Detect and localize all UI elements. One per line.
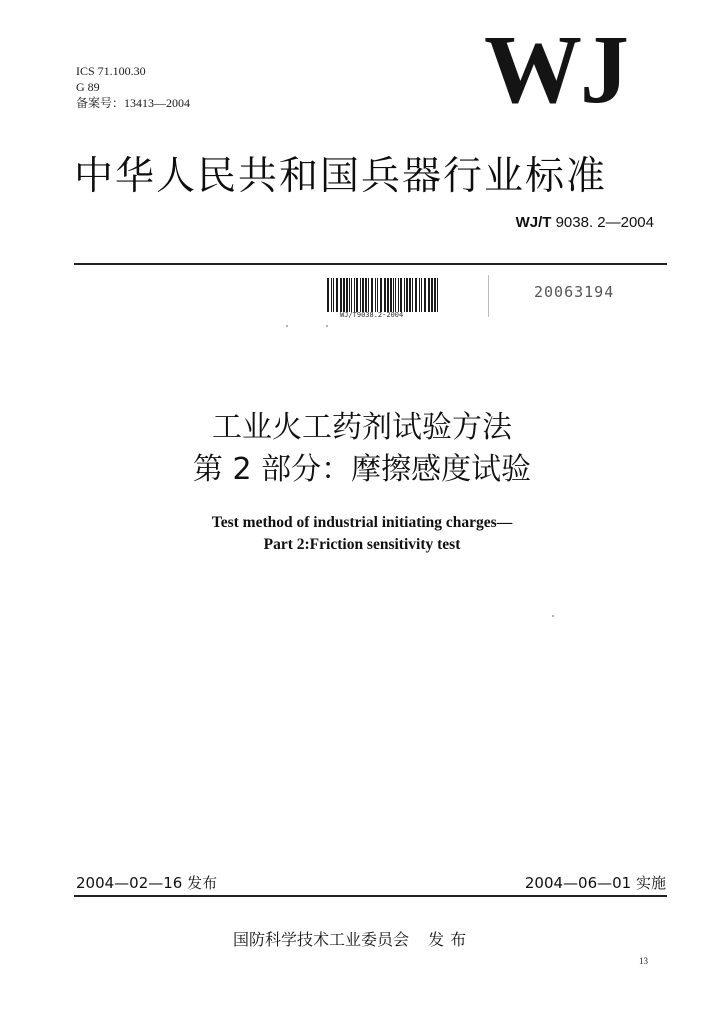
barcode-bar (365, 278, 367, 312)
barcode-bar (371, 278, 373, 312)
barcode-caption: WJ/T9038.2-2004 (340, 311, 404, 319)
barcode-bar (340, 278, 342, 312)
barcode-image (325, 278, 441, 312)
scan-speck (326, 325, 328, 327)
ics-code: ICS 71.100.30 (76, 64, 146, 78)
barcode-bar (415, 278, 417, 312)
barcode-bar (393, 278, 394, 312)
publisher-name: 国防科学技术工业委员会 (233, 930, 410, 949)
barcode-bar (400, 278, 402, 312)
barcode-bar (406, 278, 408, 312)
barcode-bar (428, 278, 430, 312)
barcode-bar (421, 278, 422, 312)
barcode-bar (327, 278, 329, 312)
org-standard-title: 中华人民共和国兵器行业标准 (74, 154, 608, 199)
title-en-line2: Part 2:Friction sensitivity test (263, 536, 461, 553)
implementation-date: 2004—06—01 实施 (524, 874, 666, 892)
barcode-bar (375, 278, 376, 312)
barcode-bar (377, 278, 378, 312)
standard-code-number: 9038. 2—2004 (555, 214, 654, 231)
standard-code (516, 214, 654, 231)
barcode-bar (380, 278, 382, 312)
barcode-bar (395, 278, 396, 312)
issue-date: 2004—02—16 发布 (76, 874, 218, 892)
barcode-bar (424, 278, 426, 312)
publisher-verb: 发布 (428, 930, 473, 949)
wj-logo: WJ (484, 16, 627, 124)
barcode-bar (362, 278, 364, 312)
publisher-line (233, 927, 472, 950)
barcode-bar (356, 278, 358, 312)
barcode-bar (349, 278, 350, 312)
bottom-divider (74, 895, 667, 897)
scan-speck (286, 325, 288, 327)
barcode-bar (368, 278, 369, 312)
barcode-bar (384, 278, 386, 312)
barcode-bar (336, 278, 338, 312)
barcode-bar (404, 278, 405, 312)
page-number: 13 (639, 956, 648, 966)
title-en-line1: Test method of industrial initiating charges— (211, 514, 513, 531)
barcode-bar (412, 278, 413, 312)
scan-mark (488, 275, 489, 317)
barcode-bar (387, 278, 389, 312)
record-number: 备案号：13413—2004 (76, 96, 191, 110)
barcode-bar (354, 278, 355, 312)
archive-stamp-number: 20063194 (534, 283, 615, 301)
barcode-bar (360, 278, 361, 312)
barcode-bar (331, 278, 332, 312)
barcode-bar (419, 278, 420, 312)
barcode-bar (390, 278, 392, 312)
barcode-bar (398, 278, 399, 312)
barcode-bar (434, 278, 436, 312)
top-divider (74, 263, 667, 265)
barcode-bar (409, 278, 411, 312)
barcode-bar (343, 278, 345, 312)
barcode-bar (431, 278, 433, 312)
title-cn-line2: 第 2 部分：摩擦感度试验 (192, 452, 532, 487)
classification-block (76, 63, 190, 111)
title-cn-line1: 工业火工药剂试验方法 (212, 410, 512, 445)
class-code: G 89 (76, 80, 100, 94)
scan-speck (552, 615, 554, 617)
barcode-bar (351, 278, 352, 312)
barcode-bar (333, 278, 334, 312)
standard-code-prefix: WJ/T (515, 214, 552, 231)
barcode-bar (437, 278, 438, 312)
barcode-bar (346, 278, 348, 312)
